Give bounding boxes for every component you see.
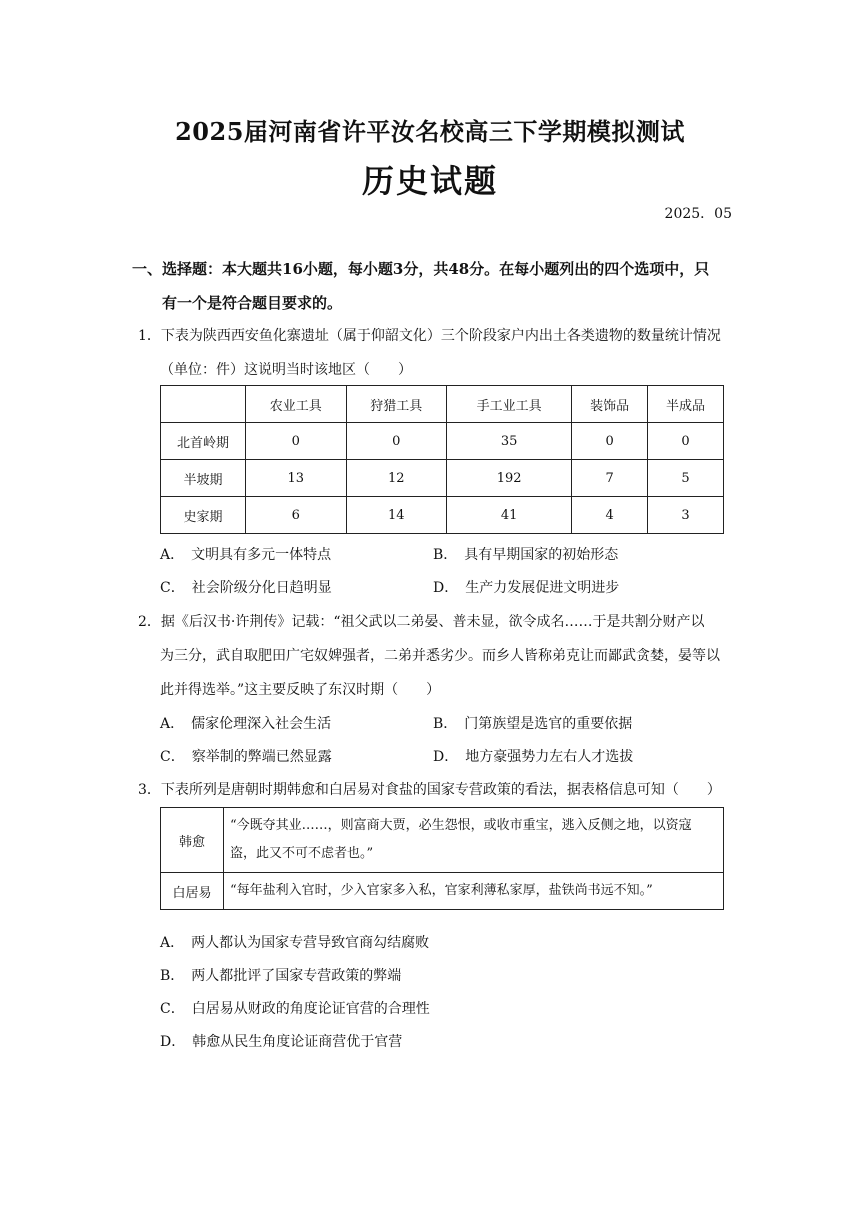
option-b[interactable]: B． 具有早期国家的初始形态 — [433, 546, 619, 563]
table-cell: 7 — [572, 460, 648, 497]
table-cell-person: 韩愈 — [161, 808, 224, 873]
table-cell: 史家期 — [161, 497, 246, 534]
table-cell: 0 — [648, 423, 724, 460]
option-d[interactable]: D． 韩愈从民生角度论证商营优于官营 — [160, 1033, 403, 1050]
table-header-cell: 半成品 — [648, 386, 724, 423]
table-cell: 12 — [346, 460, 447, 497]
table-cell: 5 — [648, 460, 724, 497]
artifact-stat-table — [160, 385, 724, 534]
section-heading — [132, 252, 736, 320]
question-2 — [138, 605, 738, 707]
option-c[interactable]: C． 社会阶级分化日趋明显 — [160, 579, 332, 596]
salt-policy-view-table — [160, 807, 724, 910]
table-cell: 14 — [346, 497, 447, 534]
table-cell: 6 — [246, 497, 347, 534]
table-cell: 0 — [246, 423, 347, 460]
question-2-number: 2． — [138, 614, 161, 630]
option-a[interactable]: A． 两人都认为国家专营导致官商勾结腐败 — [160, 934, 430, 951]
question-2-stem-line3: 此并得选举。”这主要反映了东汉时期（ ） — [160, 682, 441, 698]
option-c[interactable]: C． 白居易从财政的角度论证官营的合理性 — [160, 1000, 430, 1017]
subject-title: 历史试题 — [361, 162, 498, 200]
question-3-options — [160, 925, 740, 1057]
question-1 — [138, 319, 738, 387]
option-b[interactable]: B． 门第族望是选官的重要依据 — [433, 715, 633, 732]
question-1-stem-line1: 下表为陕西西安鱼化寨遗址（属于仰韶文化）三个阶段家户内出土各类遗物的数量统计情况 — [160, 328, 721, 344]
table-cell: 192 — [447, 460, 572, 497]
table-header-cell: 狩猎工具 — [346, 386, 447, 423]
table-cell-quote: “今既夺其业……，则富商大贾，必生怨恨，或收市重宝，逃入反侧之地，以资寇盗，此又不可不虑者也。” — [224, 808, 724, 873]
table-cell-quote: “每年盐利入官时，少入官家多入私，官家利薄私家厚，盐铁尚书远不知。” — [224, 873, 724, 910]
option-d[interactable]: D． 地方豪强势力左右人才选拔 — [433, 748, 634, 765]
table-row — [161, 460, 724, 497]
table-cell: 4 — [572, 497, 648, 534]
option-c[interactable]: C． 察举制的弊端已然显露 — [160, 748, 332, 765]
question-2-options — [160, 706, 740, 772]
question-2-stem-line2: 为三分，武自取肥田广宅奴婢强者，二弟并悉劣少。而乡人皆称弟克让而鄙武贪婪，晏等以 — [160, 648, 720, 664]
exam-date: 2025．05 — [664, 206, 732, 222]
table-cell: 0 — [572, 423, 648, 460]
question-3-number: 3． — [138, 782, 161, 798]
table-header-cell — [161, 386, 246, 423]
option-b[interactable]: B． 两人都批评了国家专营政策的弊端 — [160, 967, 402, 984]
table-header-cell: 装饰品 — [572, 386, 648, 423]
table-header-cell: 农业工具 — [246, 386, 347, 423]
table-cell: 北首岭期 — [161, 423, 246, 460]
table-cell: 13 — [246, 460, 347, 497]
table-row — [161, 497, 724, 534]
question-1-number: 1． — [138, 328, 161, 344]
option-a[interactable]: A． 文明具有多元一体特点 — [160, 546, 332, 563]
table-row — [161, 423, 724, 460]
table-cell: 0 — [346, 423, 447, 460]
question-3 — [138, 773, 738, 807]
table-cell-person: 白居易 — [161, 873, 224, 910]
option-a[interactable]: A． 儒家伦理深入社会生活 — [160, 715, 332, 732]
option-d[interactable]: D． 生产力发展促进文明进步 — [433, 579, 620, 596]
exam-title: 2025届河南省许平汝名校高三下学期模拟测试 — [175, 117, 685, 146]
section-heading-line2: 有一个是符合题目要求的。 — [162, 294, 343, 312]
table-row — [161, 808, 724, 873]
table-header-cell: 手工业工具 — [447, 386, 572, 423]
question-3-stem-line1: 下表所列是唐朝时期韩愈和白居易对食盐的国家专营政策的看法，据表格信息可知（ ） — [160, 782, 721, 798]
section-heading-line1: 一、选择题：本大题共16小题，每小题3分，共48分。在每小题列出的四个选项中，只 — [132, 260, 710, 278]
question-2-stem-line1: 据《后汉书·许荆传》记载：“祖父武以二弟晏、普未显，欲令成名……于是共割分财产以 — [160, 614, 705, 630]
question-1-options — [160, 537, 740, 603]
table-cell: 35 — [447, 423, 572, 460]
table-cell: 3 — [648, 497, 724, 534]
table-cell: 半坡期 — [161, 460, 246, 497]
table-header-row — [161, 386, 724, 423]
table-cell: 41 — [447, 497, 572, 534]
table-row — [161, 873, 724, 910]
question-1-stem-line2: （单位：件）这说明当时该地区（ ） — [160, 362, 412, 378]
